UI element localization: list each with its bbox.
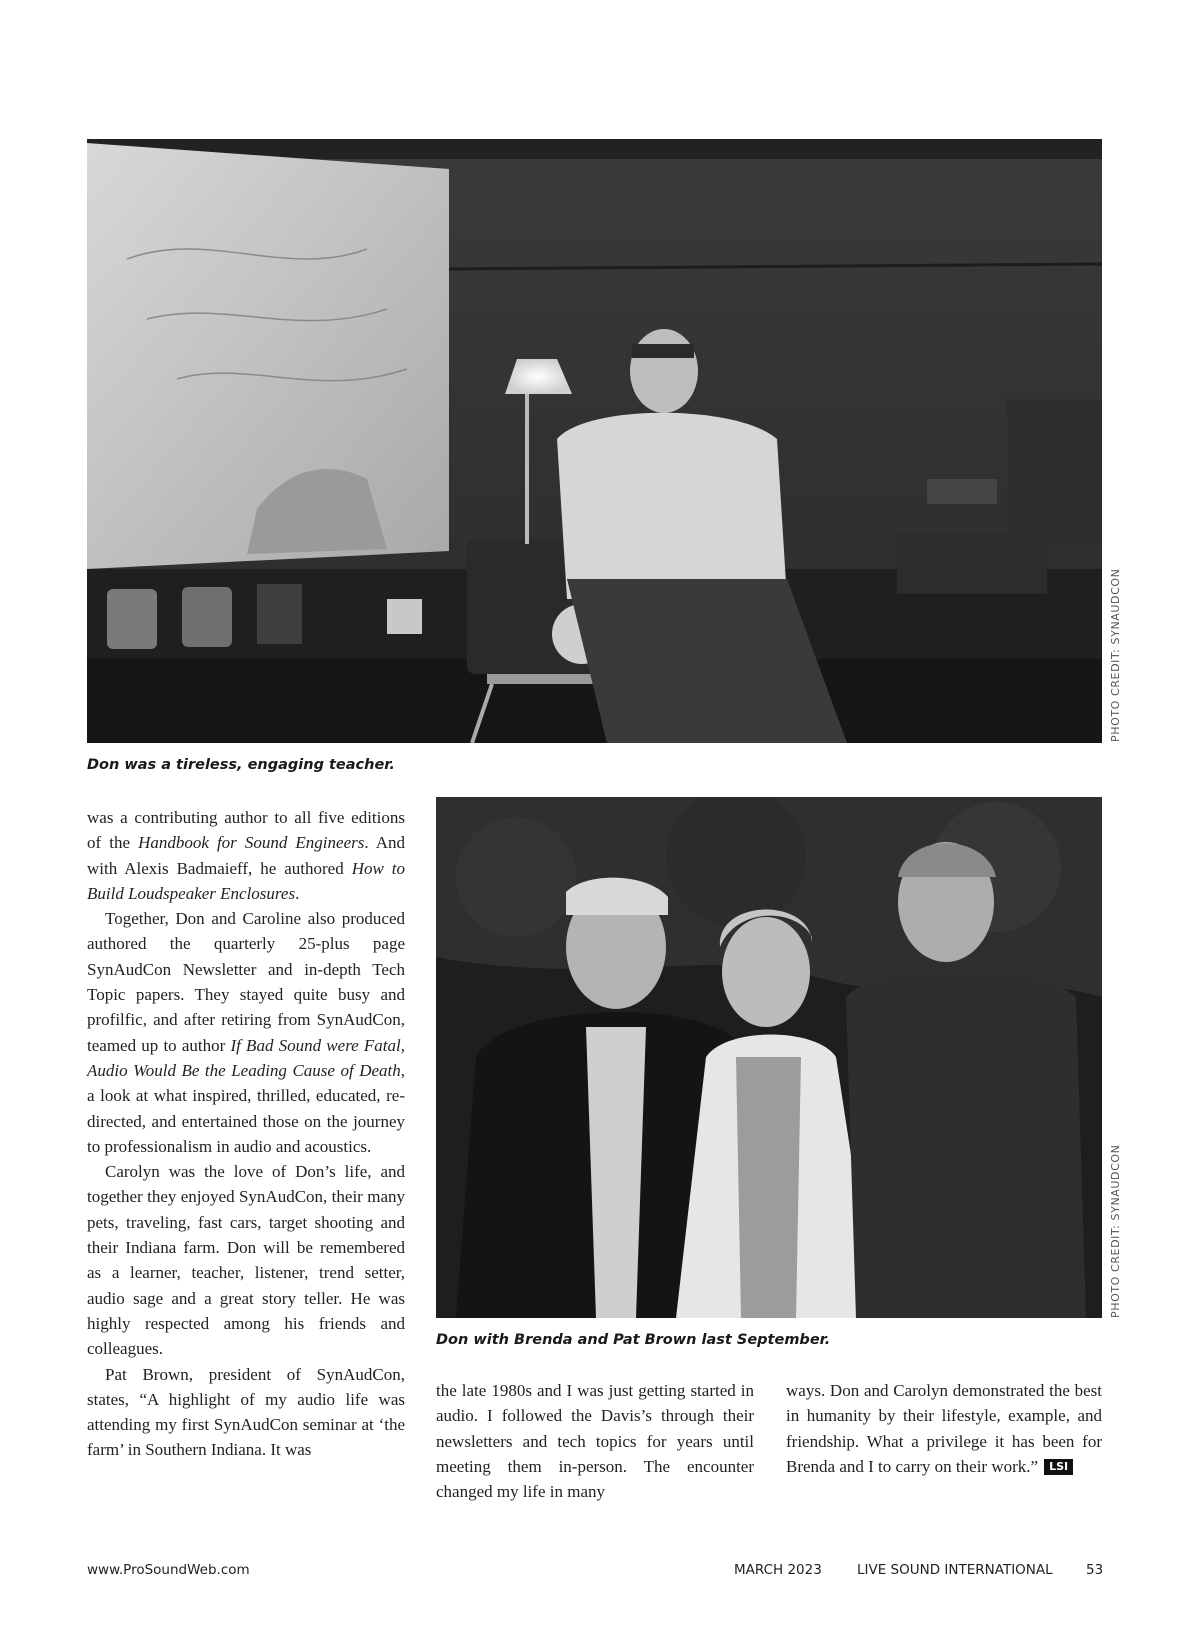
text-run: Together, Don and Caroline also produced authored the quarterly 25-plus page SynAudCon Newsletter and in-depth Tech Topic papers. They stayed quite busy and profilfic, and after retiring from SynAudCon, teamed up to author (87, 909, 405, 1055)
photo-don-brenda-pat (436, 797, 1102, 1318)
photo-group-image (436, 797, 1102, 1318)
text-run: Pat Brown, president of SynAudCon, states, “A highlight of my audio life was attending my first SynAudCon seminar at ‘the farm’ in Southern Indiana. It was (87, 1364, 405, 1460)
footer-magazine-name: LIVE SOUND INTERNATIONAL (857, 1562, 1053, 1578)
text-run: was a contributing author to all five editions of the (87, 808, 405, 853)
article-column-1 (87, 805, 405, 1463)
article-paragraph (87, 906, 405, 1159)
photo-credit-top: PHOTO CREDIT: SYNAUDCON (1109, 568, 1122, 742)
book-title: Handbook for Sound Engineers (138, 833, 365, 853)
article-column-2 (436, 1378, 754, 1504)
caption-bottom-photo: Don with Brenda and Pat Brown last September. (436, 1332, 831, 1348)
caption-top-photo: Don was a tireless, engaging teacher. (87, 757, 395, 773)
article-paragraph (87, 1159, 405, 1361)
article-column-3 (786, 1378, 1102, 1479)
lsi-end-mark: LSI (1044, 1459, 1073, 1475)
photo-teacher-image (87, 139, 1102, 743)
article-paragraph (436, 1378, 754, 1504)
text-run: the late 1980s and I was just getting started in audio. I followed the Davis’s through their newsletters and tech topics for years until meeting them in-person. The encounter changed my life in many (436, 1381, 754, 1502)
footer-url: www.ProSoundWeb.com (87, 1562, 250, 1578)
book-title: How to Build Loudspeaker Enclosures (87, 858, 405, 903)
text-run: . (295, 883, 300, 903)
footer-date: MARCH 2023 (734, 1562, 822, 1578)
text-run: ways. Don and Carolyn demonstrated the best in humanity by their lifestyle, example, and friendship. What a privilege it has been for Brenda and I to carry on their work.” (786, 1381, 1102, 1476)
footer-page-number: 53 (1086, 1562, 1104, 1578)
book-title: If Bad Sound were Fatal, Audio Would Be the Leading Cause of Death (87, 1035, 405, 1080)
text-run: . And with Alexis Badmaieff, he authored (87, 833, 405, 878)
article-paragraph (786, 1378, 1102, 1479)
article-paragraph (87, 1362, 405, 1463)
photo-credit-bottom: PHOTO CREDIT: SYNAUDCON (1109, 1144, 1122, 1318)
photo-teacher-at-seminar (87, 139, 1102, 743)
text-run: Carolyn was the love of Don’s life, and together they enjoyed SynAudCon, their many pets, traveling, fast cars, target shooting and their Indiana farm. Don will be remembered as a learner, teacher, listener, trend setter, audio sage and a great story teller. He was highly respected among his friends and colleagues. (87, 1162, 405, 1359)
text-run: , a look at what inspired, thrilled, educated, re-directed, and entertained those on the journey to professionalism in audio and acoustics. (87, 1060, 405, 1156)
article-paragraph (87, 805, 405, 906)
